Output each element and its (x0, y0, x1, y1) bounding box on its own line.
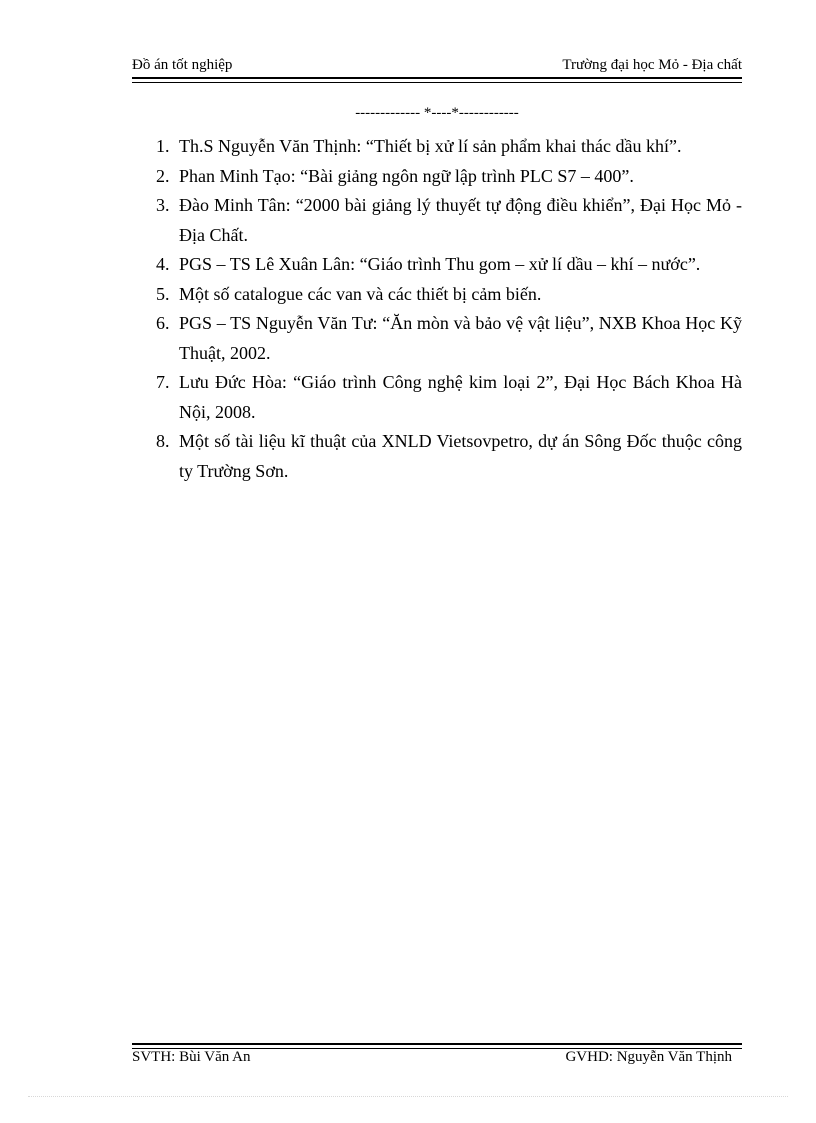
footer-supervisor: GVHD: Nguyễn Văn Thịnh (565, 1049, 732, 1065)
reference-text: PGS – TS Lê Xuân Lân: “Giáo trình Thu gom – xử lí dầu – khí – nước”. (179, 254, 701, 274)
reference-item (150, 309, 742, 368)
reference-number: 7. (156, 372, 170, 392)
reference-number: 6. (156, 313, 170, 333)
reference-text: PGS – TS Nguyễn Văn Tư: “Ăn mòn và bảo vệ vật liệu”, NXB Khoa Học Kỹ Thuật, 2002. (179, 313, 742, 363)
reference-item (150, 162, 742, 192)
reference-text: Một số catalogue các van và các thiết bị cảm biến. (179, 283, 542, 304)
footer-student: SVTH: Bùi Văn An (132, 1049, 251, 1065)
reference-item (150, 427, 742, 486)
section-separator: ------------- *----*------------ (355, 105, 519, 121)
reference-item (150, 132, 742, 162)
reference-text: Một số tài liệu kĩ thuật của XNLD Vietsovpetro, dự án Sông Đốc thuộc công ty Trường Sơn. (179, 431, 742, 481)
reference-number: 3. (156, 195, 170, 215)
page-footer (132, 1049, 732, 1069)
reference-item (150, 368, 742, 427)
reference-number: 5. (156, 283, 170, 304)
reference-item (150, 250, 742, 280)
reference-list (150, 132, 742, 486)
reference-text: Phan Minh Tạo: “Bài giảng ngôn ngữ lập trình PLC S7 – 400”. (179, 165, 634, 186)
reference-text: Th.S Nguyễn Văn Thịnh: “Thiết bị xử lí sản phẩm khai thác dầu khí”. (179, 136, 682, 156)
reference-number: 1. (156, 136, 170, 156)
header-university: Trường đại học Mỏ - Địa chất (562, 57, 742, 73)
reference-number: 2. (156, 165, 170, 186)
header-document-type: Đồ án tốt nghiệp (132, 57, 233, 73)
reference-number: 4. (156, 254, 170, 274)
reference-text: Đào Minh Tân: “2000 bài giảng lý thuyết tự động điều khiển”, Đại Học Mỏ - Địa Chất. (179, 195, 742, 245)
reference-text: Lưu Đức Hòa: “Giáo trình Công nghệ kim loại 2”, Đại Học Bách Khoa Hà Nội, 2008. (179, 372, 742, 422)
header-rule (132, 77, 742, 83)
page-header (132, 57, 742, 77)
reference-item (150, 280, 742, 310)
page-edge-divider (28, 1096, 788, 1097)
reference-number: 8. (156, 431, 170, 451)
reference-item (150, 191, 742, 250)
